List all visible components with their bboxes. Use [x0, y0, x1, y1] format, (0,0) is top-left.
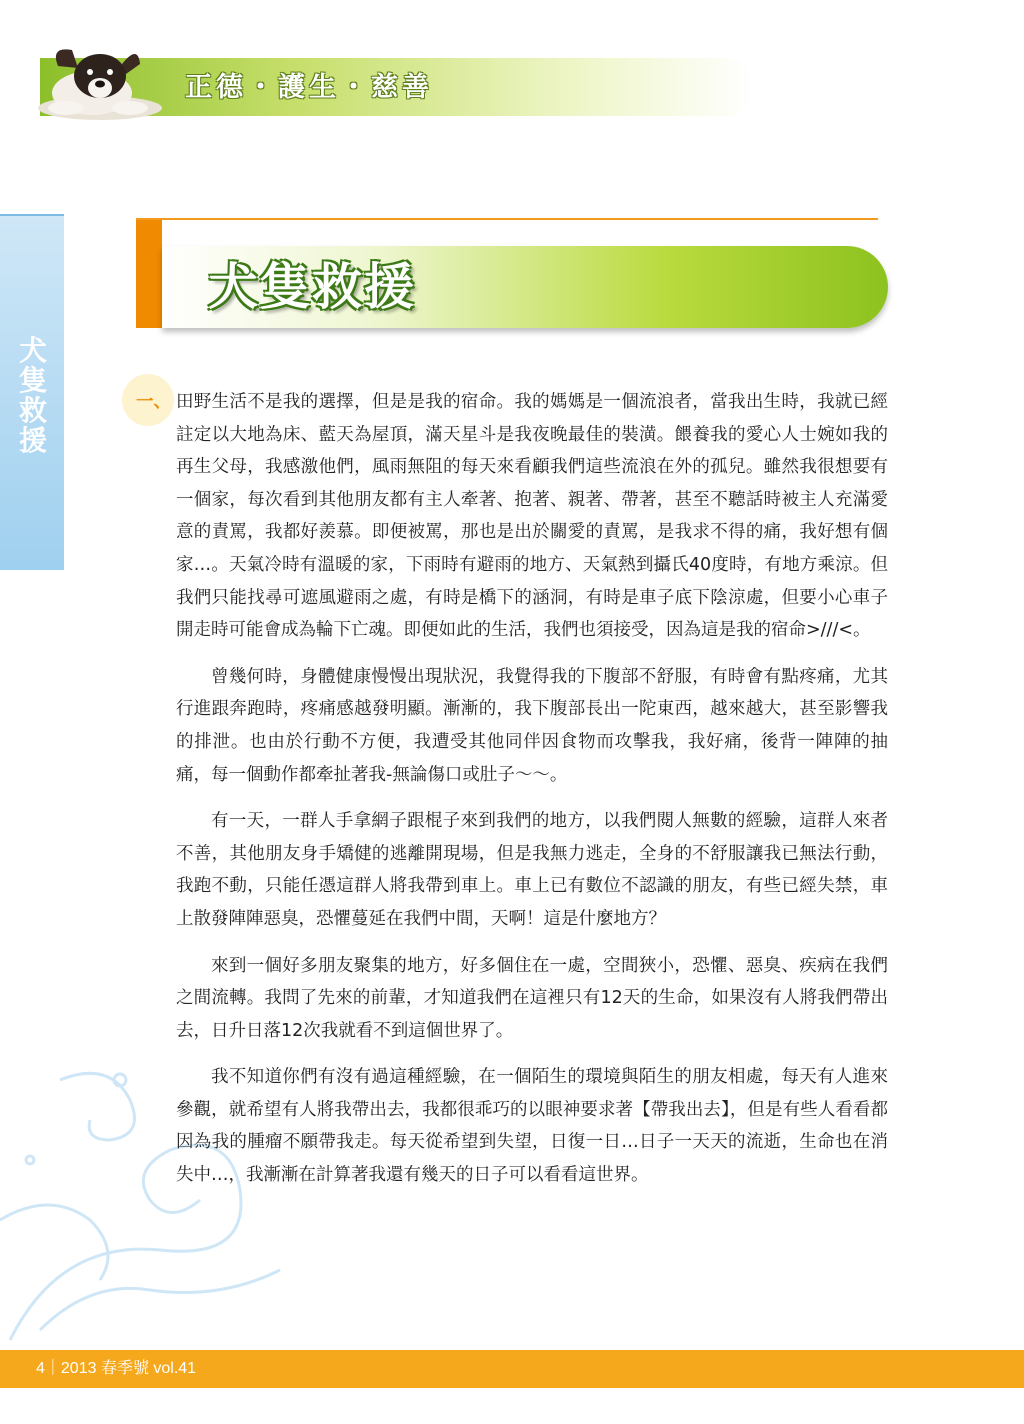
header-banner-text: 正德・護生・慈善	[185, 72, 433, 103]
paragraph-2: 曾幾何時，身體健康慢慢出現狀況，我覺得我的下腹部不舒服，有時會有點疼痛，尤其行進跟奔跑時，疼痛感越發明顯。漸漸的，我下腹部長出一陀東西，越來越大，甚至影響我的排泄。也由於行動不方便，我遭受其他同伴因食物而攻擊我，我好痛，後背一陣陣的抽痛，每一個動作都牽扯著我-無論傷口或肚子～～。	[176, 666, 888, 785]
title-accent-block	[136, 220, 162, 328]
side-section-label: 犬隻救援	[18, 334, 47, 457]
title-rule	[136, 218, 878, 220]
paragraph-1: 田野生活不是我的選擇，但是是我的宿命。我的媽媽是一個流浪者，當我出生時，我就已經註定以大地為床、藍天為屋頂，滿天星斗是我夜晚最佳的裝潢。餵養我的愛心人士婉如我的再生父母，我感激他們，風雨無阻的每天來看顧我們這些流浪在外的孤兒。雖然我很想要有一個家，每次看到其他朋友都有主人牽著、抱著、親著、帶著，甚至不聽話時被主人充滿愛意的責罵，我都好羨慕。即便被罵，那也是出於關愛的責罵，是我求不得的痛，我好想有個家…。天氣冷時有溫暖的家，下雨時有避雨的地方、天氣熱到攝氏40度時，有地方乘涼。但我們只能找尋可遮風避雨之處，有時是橋下的涵洞，有時是車子底下陰涼處，但要小心車子開走時可能會成為輪下亡魂。即便如此的生活，我們也須接受，因為這是我的宿命>///<。	[176, 392, 888, 641]
paragraph-5: 我不知道你們有沒有過這種經驗，在一個陌生的環境與陌生的朋友相處，每天有人進來參觀，就希望有人將我帶出去，我都很乖巧的以眼神要求著【帶我出去】，但是有些人看看都因為我的腫瘤不願帶我走。每天從希望到失望，日復一日…日子一天天的流逝，生命也在消失中…，我漸漸在計算著我還有幾天的日子可以看看這世界。	[176, 1067, 888, 1186]
paragraph-3: 有一天，一群人手拿網子跟棍子來到我們的地方，以我們閱人無數的經驗，這群人來者不善，其他朋友身手矯健的逃離開現場，但是我無力逃走，全身的不舒服讓我已無法行動，我跑不動，只能任憑這群人將我帶到車上。車上已有數位不認識的朋友，有些已經失禁，車上散發陣陣惡臭，恐懼蔓延在我們中間，天啊！這是什麼地方？	[176, 811, 888, 929]
puppy-logo	[30, 38, 170, 122]
list-marker: 一、	[136, 392, 171, 412]
article-body	[176, 386, 888, 1206]
page-title: 犬隻救援	[208, 258, 416, 316]
paragraph-4: 來到一個好多朋友聚集的地方，好多個住在一處，空間狹小，恐懼、惡臭、疾病在我們之間流轉。我問了先來的前輩，才知道我們在這裡只有12天的生命，如果沒有人將我們帶出去，日升日落12次我就看不到這個世界了。	[176, 955, 888, 1041]
page-footer-text: 4｜2013 春季號 vol.41	[36, 1360, 197, 1377]
